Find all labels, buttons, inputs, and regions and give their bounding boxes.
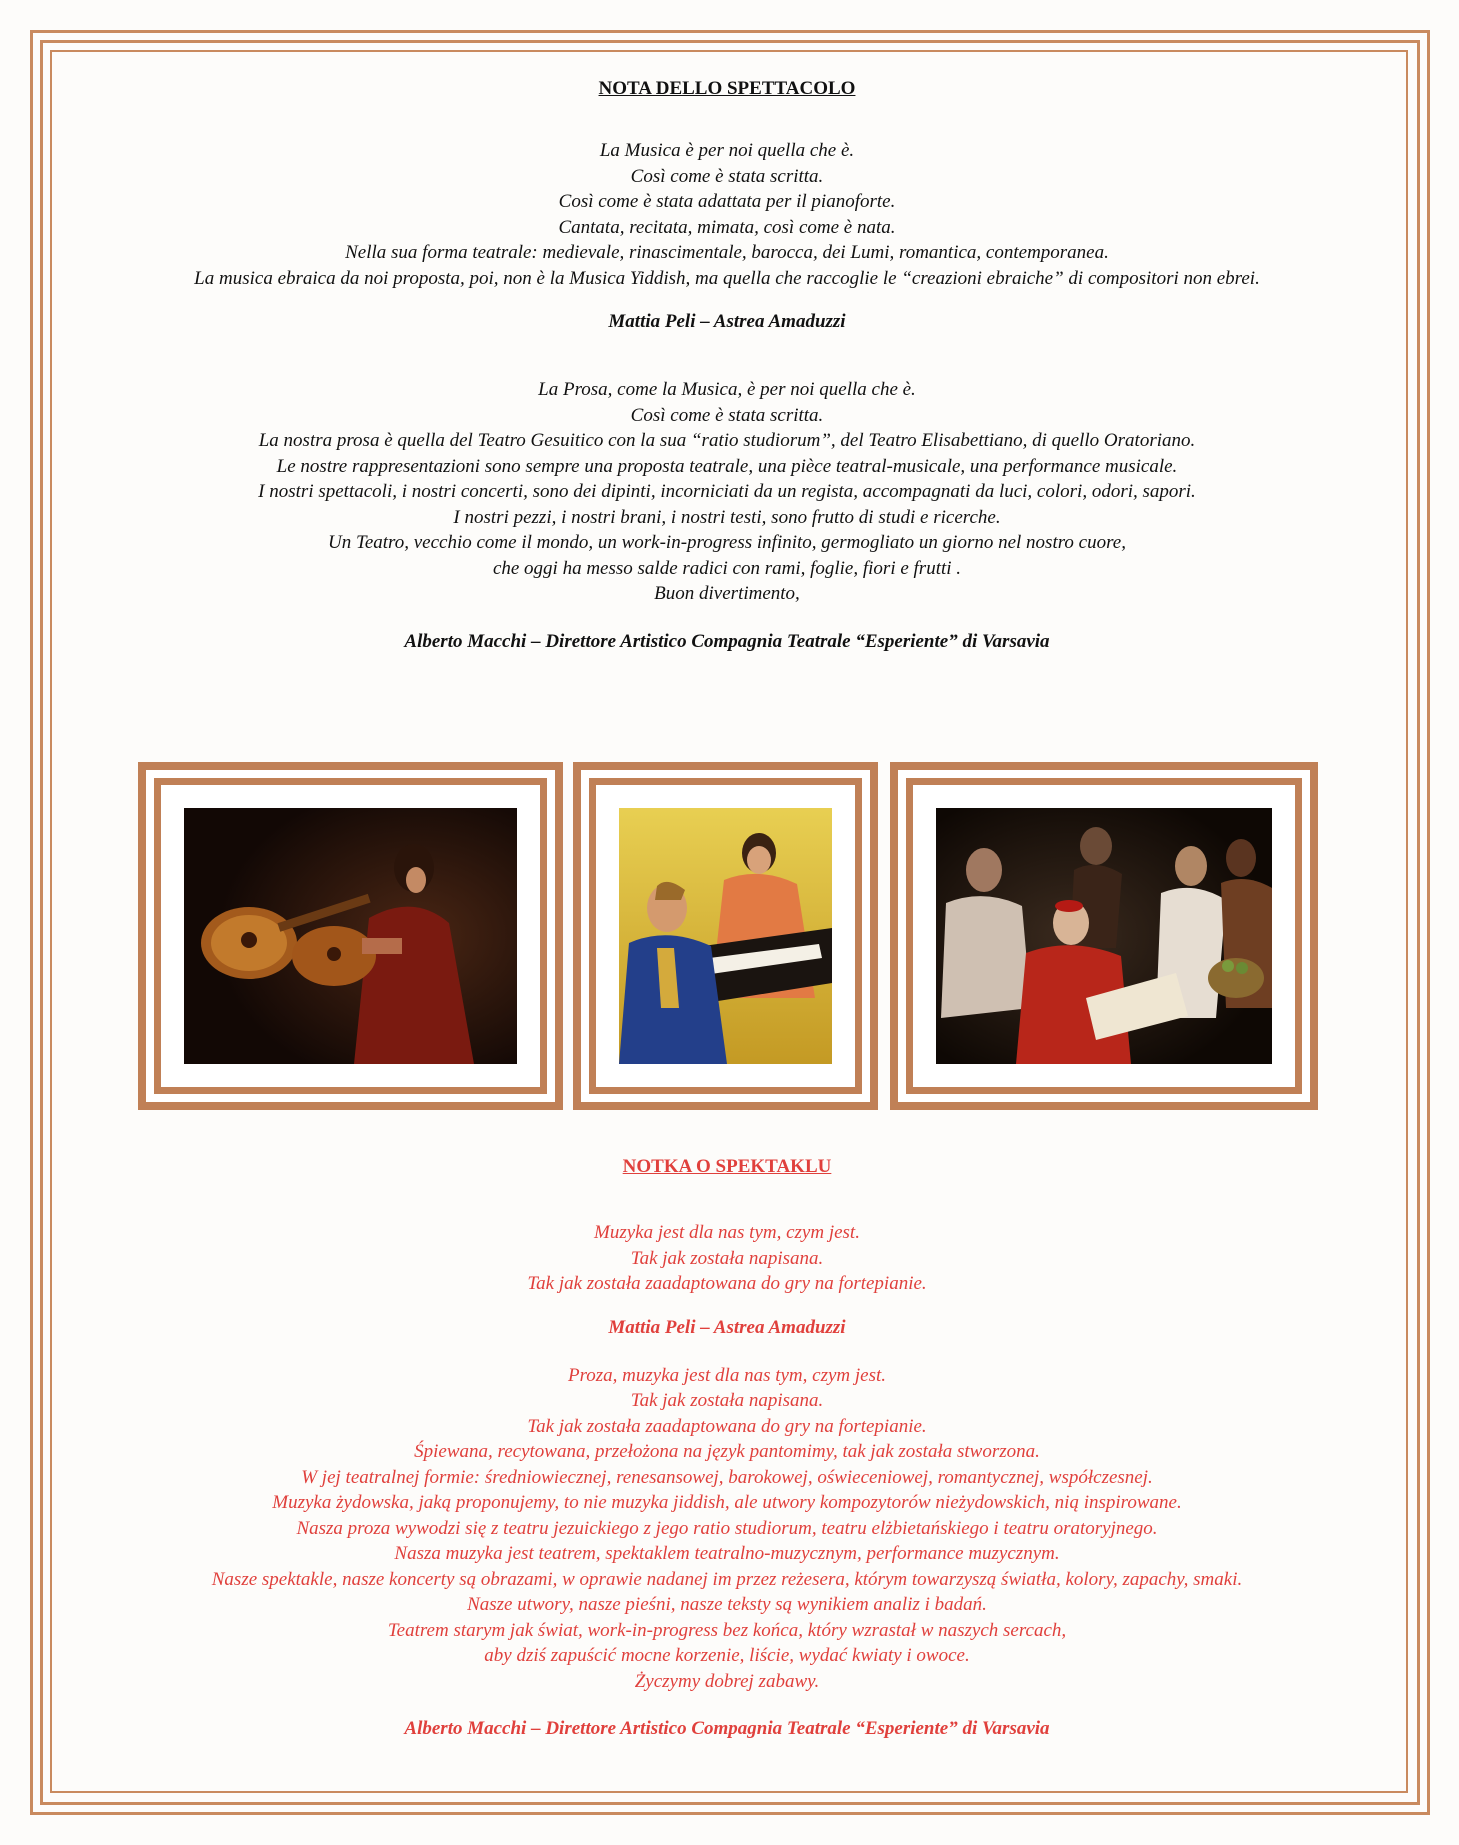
text-line: Śpiewana, recytowana, przełożona na język pantomimy, tak jak została stworzona.	[414, 1441, 1040, 1462]
italian-para2	[60, 377, 1394, 607]
text-line: Tak jak została zaadaptowana do gry na fortepianie.	[527, 1273, 927, 1294]
lute-player-image	[184, 808, 517, 1064]
polish-author1: Mattia Peli – Astrea Amaduzzi	[608, 1316, 846, 1338]
text-line: Un Teatro, vecchio come il mondo, un work-in-progress infinito, germogliato un giorno nel nostro cuore,	[328, 532, 1126, 553]
text-line: Così come è stata scritta.	[630, 165, 824, 187]
text-line: che oggi ha messo salde radici con rami, foglie, fiori e frutti .	[492, 557, 962, 579]
photo-frame-lute	[138, 762, 563, 1110]
text-line: Tak jak została napisana.	[630, 1247, 824, 1269]
text-line: Nasza muzyka jest teatrem, spektaklem teatralno-muzycznym, performance muzycznym.	[394, 1543, 1060, 1564]
text-line: Nasze spektakle, nasze koncerty są obrazami, w oprawie nadanej im przez reżesera, którym towarzyszą światła, kolory, zapachy, smaki.	[211, 1568, 1243, 1590]
text-line: La musica ebraica da noi proposta, poi, non è la Musica Yiddish, ma quella che raccoglie le “creazioni ebraiche” di compositori non ebrei.	[194, 267, 1260, 289]
text-line: Proza, muzyka jest dla nas tym, czym jest.	[567, 1364, 887, 1386]
italian-section	[60, 60, 1394, 653]
photo-frame-piano	[573, 762, 878, 1110]
photo-gallery	[138, 762, 1318, 1110]
text-line: Buon divertimento,	[654, 583, 800, 604]
text-line: Tak jak została napisana.	[630, 1390, 824, 1411]
text-line: Così come è stata adattata per il pianoforte.	[558, 191, 896, 212]
text-line: La Prosa, come la Musica, è per noi quella che è.	[538, 379, 916, 400]
text-line: La Musica è per noi quella che è.	[599, 140, 855, 161]
italian-author2: Alberto Macchi – Direttore Artistico Compagnia Teatrale “Esperiente” di Varsavia	[404, 630, 1050, 652]
polish-section	[60, 1156, 1394, 1740]
text-line: Muzyka żydowska, jaką proponujemy, to nie muzyka jiddish, ale utwory kompozytorów nieżydowskich, nią inspirowane.	[272, 1492, 1182, 1513]
polish-title: NOTKA O SPEKTAKLU	[622, 1156, 832, 1177]
text-line: La nostra prosa è quella del Teatro Gesuitico con la sua “ratio studiorum”, del Teatro Elisabettiano, di quello Oratoriano.	[258, 430, 1196, 451]
text-line: Nasze utwory, nasze pieśni, nasze teksty są wynikiem analiz i badań.	[467, 1594, 987, 1615]
photo-frame-cardinal	[890, 762, 1318, 1110]
italian-para1	[60, 138, 1394, 291]
text-line: aby dziś zapuścić mocne korzenie, liście, wydać kwiaty i owoce.	[484, 1645, 970, 1666]
text-line: Tak jak została zaadaptowana do gry na fortepianie.	[527, 1415, 927, 1437]
text-line: Życzymy dobrej zabawy.	[634, 1670, 820, 1692]
text-line: Teatrem starym jak świat, work-in-progress bez końca, który wzrastał w naszych sercach,	[387, 1619, 1067, 1641]
polish-author2: Alberto Macchi – Direttore Artistico Compagnia Teatrale “Esperiente” di Varsavia	[404, 1718, 1050, 1739]
text-line: I nostri spettacoli, i nostri concerti, sono dei dipinti, incorniciati da un regista, accompagnati da luci, colori, odori, sapori.	[258, 481, 1196, 502]
text-line: I nostri pezzi, i nostri brani, i nostri testi, sono frutto di studi e ricerche.	[453, 506, 1001, 528]
italian-author1: Mattia Peli – Astrea Amaduzzi	[608, 311, 846, 332]
text-line: Le nostre rappresentazioni sono sempre una proposta teatrale, una pièce teatral-musicale, una performance musicale.	[276, 455, 1178, 477]
polish-para1	[60, 1220, 1394, 1297]
pianist-singer-image	[619, 808, 832, 1064]
text-line: Nella sua forma teatrale: medievale, rinascimentale, barocca, dei Lumi, romantica, contemporanea.	[345, 242, 1109, 263]
polish-para2	[60, 1363, 1394, 1695]
text-line: W jej teatralnej formie: średniowiecznej, renesansowej, barokowej, oświeceniowej, romantycznej, współczesnej.	[301, 1466, 1153, 1488]
text-line: Così come è stata scritta.	[630, 404, 824, 426]
text-line: Nasza proza wywodzi się z teatru jezuickiego z jego ratio studiorum, teatru elżbietańskiego i teatru oratoryjnego.	[296, 1517, 1158, 1539]
cardinal-group-image	[936, 808, 1272, 1064]
text-line: Muzyka jest dla nas tym, czym jest.	[594, 1222, 860, 1243]
italian-title: NOTA DELLO SPETTACOLO	[598, 78, 856, 99]
text-line: Cantata, recitata, mimata, così come è nata.	[558, 216, 896, 238]
